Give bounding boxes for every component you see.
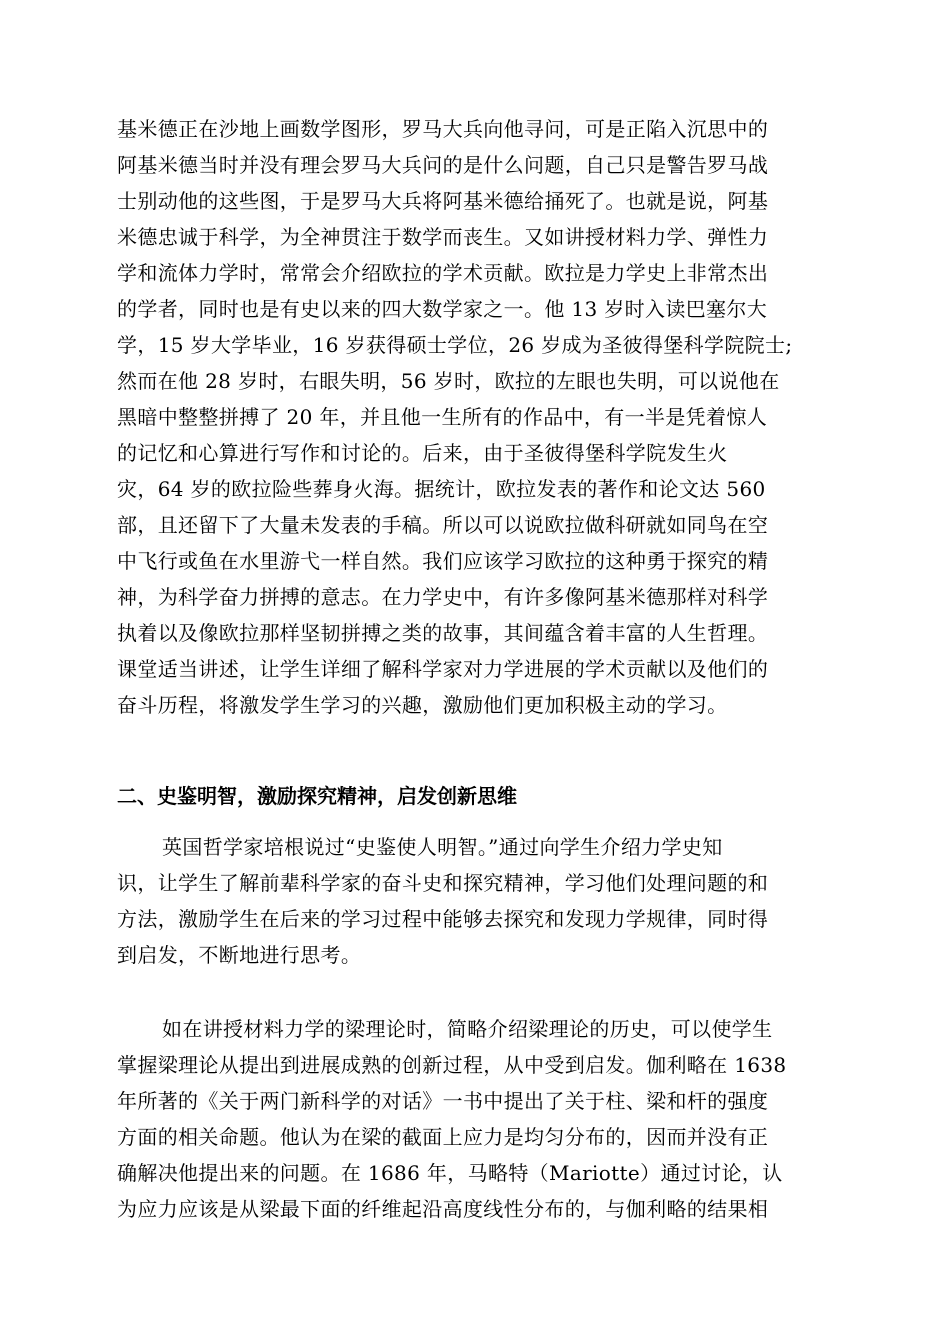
text-line: 年所著的《关于两门新科学的对话》一书中提出了关于柱、梁和杆的强度 <box>117 1089 769 1113</box>
text-line: 基米德正在沙地上画数学图形，罗马大兵向他寻问，可是正陷入沉思中的 <box>117 117 769 141</box>
text-line: 识，让学生了解前辈科学家的奋斗史和探究精神，学习他们处理问题的和 <box>117 871 769 895</box>
text-line: 执着以及像欧拉那样坚韧拼搏之类的故事，其间蕴含着丰富的人生哲理。 <box>117 621 769 645</box>
text-line: 掌握梁理论从提出到进展成熟的创新过程，从中受到启发。伽利略在 1638 <box>117 1053 787 1077</box>
text-line: 到启发，不断地进行思考。 <box>117 943 362 967</box>
text-line: 奋斗历程，将激发学生学习的兴趣，激励他们更加积极主动的学习。 <box>117 693 728 717</box>
text-line: 确解决他提出来的问题。在 1686 年，马略特（Mariotte）通过讨论，认 <box>117 1161 783 1185</box>
text-line: 如在讲授材料力学的梁理论时，简略介绍梁理论的历史，可以使学生 <box>162 1017 773 1041</box>
text-line: 灾，64 岁的欧拉险些葬身火海。据统计，欧拉发表的著作和论文达 560 <box>117 477 766 501</box>
text-line: 米德忠诚于科学，为全神贯注于数学而丧生。又如讲授材料力学、弹性力 <box>117 225 769 249</box>
text-line: 士别动他的这些图，于是罗马大兵将阿基米德给捅死了。也就是说，阿基 <box>117 189 769 213</box>
text-line: 方面的相关命题。他认为在梁的截面上应力是均匀分布的，因而并没有正 <box>117 1125 769 1149</box>
text-line: 然而在他 28 岁时，右眼失明，56 岁时，欧拉的左眼也失明，可以说他在 <box>117 369 780 393</box>
text-line: 为应力应该是从梁最下面的纤维起沿高度线性分布的，与伽利略的结果相 <box>117 1197 769 1221</box>
text-line: 方法，激励学生在后来的学习过程中能够去探究和发现力学规律，同时得 <box>117 907 769 931</box>
text-line: 的学者，同时也是有史以来的四大数学家之一。他 13 岁时入读巴塞尔大 <box>117 297 768 321</box>
text-line: 阿基米德当时并没有理会罗马大兵问的是什么问题，自己只是警告罗马战 <box>117 153 769 177</box>
text-line: 的记忆和心算进行写作和讨论的。后来，由于圣彼得堡科学院发生火 <box>117 441 728 465</box>
text-line: 课堂适当讲述，让学生详细了解科学家对力学进展的学术贡献以及他们的 <box>117 657 769 681</box>
text-line: 中飞行或鱼在水里游弋一样自然。我们应该学习欧拉的这种勇于探究的精 <box>117 549 769 573</box>
section-heading: 二、史鉴明智，激励探究精神，启发创新思维 <box>117 784 517 808</box>
text-line: 黑暗中整整拼搏了 20 年，并且他一生所有的作品中，有一半是凭着惊人 <box>117 405 768 429</box>
text-line: 学和流体力学时，常常会介绍欧拉的学术贡献。欧拉是力学史上非常杰出 <box>117 261 769 285</box>
text-line: 神，为科学奋力拼搏的意志。在力学史中，有许多像阿基米德那样对科学 <box>117 585 769 609</box>
text-line: 部，且还留下了大量未发表的手稿。所以可以说欧拉做科研就如同鸟在空 <box>117 513 769 537</box>
text-line: 学，15 岁大学毕业，16 岁获得硕士学位，26 岁成为圣彼得堡科学院院士; <box>117 333 793 357</box>
text-line: 英国哲学家培根说过“史鉴使人明智。”通过向学生介绍力学史知 <box>162 835 723 859</box>
